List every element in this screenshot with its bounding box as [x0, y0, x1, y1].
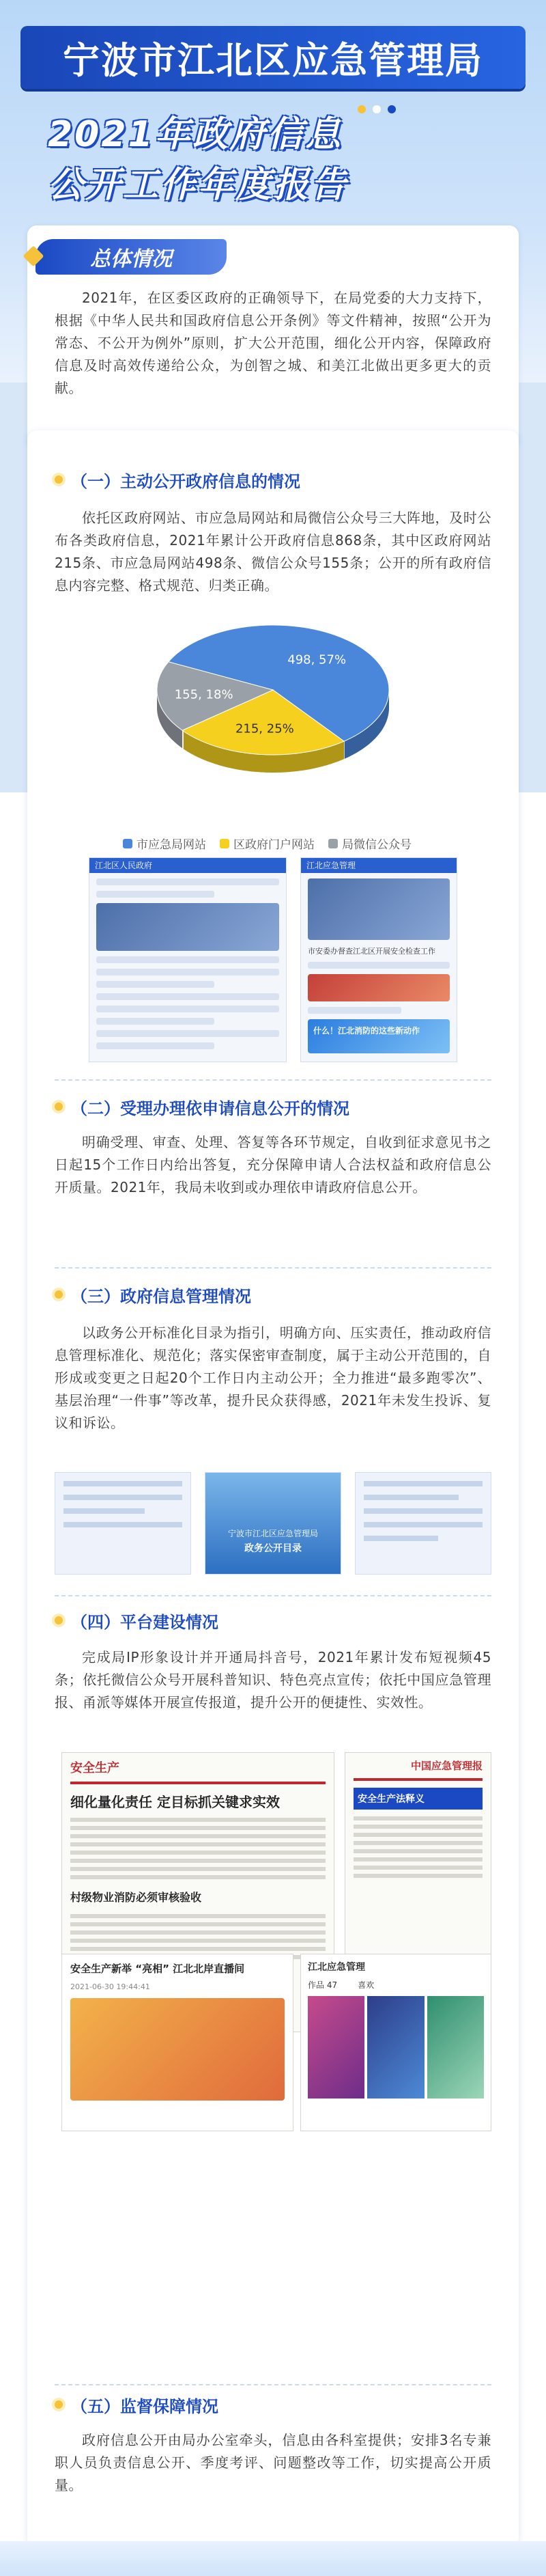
legend-item	[220, 835, 315, 852]
news-card-meta: 2021-06-30 19:44:41	[70, 1982, 150, 1991]
placeholder-line	[70, 1922, 326, 1926]
video-thumb[interactable]	[308, 1996, 364, 2099]
section-divider	[55, 1595, 491, 1596]
section-heading-2-text: （二）受理办理依申请信息公开的情况	[71, 1098, 349, 1118]
newspaper-title: 安全生产	[70, 1761, 119, 1775]
placeholder-line	[96, 1006, 279, 1012]
placeholder-line	[63, 1481, 182, 1486]
app-image	[308, 878, 450, 940]
placeholder-line	[63, 1508, 145, 1514]
subtitle-block	[48, 109, 498, 212]
placeholder-line	[70, 1834, 326, 1838]
placeholder-line	[96, 878, 279, 885]
section-heading-2	[55, 1093, 349, 1120]
pie-slice-label: 155, 18%	[174, 687, 233, 702]
page-title: 宁波市江北区应急管理局	[20, 26, 526, 89]
placeholder-line	[70, 1939, 326, 1943]
placeholder-line	[96, 1018, 214, 1025]
placeholder-line	[354, 1849, 483, 1853]
legend-label: 区政府门户网站	[233, 838, 315, 852]
placeholder-line	[70, 1851, 326, 1855]
news-card-image	[70, 1998, 285, 2101]
placeholder-line	[364, 1495, 459, 1500]
website-image	[96, 903, 279, 951]
placeholder-line	[364, 1536, 438, 1541]
legend-swatch	[220, 839, 229, 848]
placeholder-line	[308, 1007, 401, 1014]
douyin-tabs	[308, 1979, 484, 1991]
rule	[354, 1778, 483, 1781]
news-card	[61, 1954, 293, 2131]
document-cover	[205, 1472, 341, 1575]
pie-chart	[82, 615, 464, 792]
placeholder-line	[70, 1842, 326, 1846]
legend-item	[328, 835, 412, 852]
doc-cover-subtitle: 政务公开目录	[244, 1543, 302, 1554]
placeholder-line	[364, 1481, 483, 1486]
placeholder-line	[63, 1495, 182, 1500]
pie-slice-label: 498, 57%	[287, 652, 347, 667]
placeholder-line	[308, 962, 450, 969]
legend-swatch	[123, 839, 132, 848]
section-divider	[55, 2384, 491, 2385]
section-heading-4	[55, 1607, 218, 1634]
placeholder-line	[70, 1914, 326, 1918]
newspaper-headline: 细化量化责任 定目标抓关键求实效	[70, 1794, 280, 1810]
placeholder-line	[70, 1859, 326, 1863]
section-heading-3-text: （三）政府信息管理情况	[71, 1286, 251, 1306]
placeholder-line	[70, 1947, 326, 1951]
news-card-headline: 安全生产新举 “亮相” 江北北岸直播间	[70, 1963, 245, 1975]
footer-band	[0, 2541, 546, 2576]
placeholder-line	[364, 1522, 483, 1527]
placeholder-line	[63, 1522, 182, 1527]
section-heading-3	[55, 1281, 251, 1308]
placeholder-line	[354, 1857, 483, 1861]
section-5-text: 政府信息公开由局办公室牵头，信息由各科室提供；安排3名专兼职人员负责信息公开、季度考评、问题整改等工作，切实提高公开质量。	[55, 2432, 491, 2493]
document-cover	[355, 1472, 491, 1575]
newspaper-title: 中国应急管理报	[410, 1760, 483, 1772]
legend-label: 市应急局网站	[136, 838, 206, 852]
newspaper-box-title: 安全生产法释义	[354, 1788, 483, 1810]
placeholder-line	[96, 969, 279, 975]
app-caption-2: 什么！江北消防的这些新动作	[308, 1019, 450, 1053]
newspaper-clipping-2	[345, 1752, 491, 1957]
bullet-icon	[55, 475, 63, 484]
pie-slice-label: 215, 25%	[235, 721, 294, 736]
section-divider	[55, 1079, 491, 1081]
placeholder-line	[70, 1930, 326, 1935]
app-screenshot	[300, 857, 457, 1062]
bullet-icon	[55, 1616, 63, 1624]
section-4-text: 完成局IP形象设计并开通局抖音号，2021年累计发布短视频45条；依托微信公众号开展科普知识、特色亮点宣传；依托中国应急管理报、甬派等媒体开展宣传报道，提升公开的便捷性、实效性。	[55, 1649, 491, 1711]
section-2-text: 明确受理、审查、处理、答复等各环节规定，自收到征求意见书之日起15个工作日内给出答复，充分保障申请人合法权益和政府信息公开质量。2021年，我局未收到或办理依申请政府信息公开。	[55, 1134, 491, 1195]
subtitle-line-1: 2021年政府信息	[48, 114, 343, 155]
section-heading-5-text: （五）监督保障情况	[71, 2396, 218, 2416]
bullet-icon	[55, 2400, 63, 2409]
subtitle-line-2: 公开工作年度报告	[48, 165, 349, 206]
section-heading-1	[55, 466, 300, 493]
placeholder-line	[354, 1816, 483, 1820]
placeholder-line	[70, 1875, 326, 1879]
decorative-dots-icon	[355, 96, 437, 123]
legend-label: 局微信公众号	[342, 838, 412, 852]
placeholder-line	[70, 1818, 326, 1822]
section-heading-5	[55, 2391, 218, 2418]
placeholder-line	[354, 1841, 483, 1845]
douyin-tab-works[interactable]: 作品 47	[308, 1980, 338, 1990]
summary-text: 2021年，在区委区政府的正确领导下，在局党委的大力支持下，根据《中华人民共和国政府信息公开条例》等文件精神，按照“公开为常态、不公开为例外”原则，扩大公开范围，细化公开内容，保障政府信息及时高效传递给公众，为创智之城、和美江北做出更多更大的贡献。	[55, 290, 491, 396]
app-header: 江北应急管理	[301, 858, 457, 873]
bullet-icon	[55, 1103, 63, 1111]
douyin-name: 江北应急管理	[308, 1962, 365, 1973]
placeholder-line	[70, 1867, 326, 1871]
legend-item	[123, 835, 206, 852]
placeholder-line	[96, 891, 214, 898]
bullet-icon	[55, 1290, 63, 1299]
douyin-profile	[300, 1954, 491, 2131]
section-1-text: 依托区政府网站、市应急局网站和局微信公众号三大阵地，及时公布各类政府信息，2021年累计公开政府信息868条，其中区政府网站215条、市应急局网站498条、微信公众号155条；公开的所有政府信息内容完整、格式规范、归类正确。	[55, 510, 491, 594]
placeholder-line	[354, 1833, 483, 1837]
placeholder-line	[354, 1866, 483, 1870]
section-heading-1-text: （一）主动公开政府信息的情况	[71, 471, 300, 491]
website-header: 江北区人民政府	[89, 858, 286, 873]
placeholder-line	[96, 1042, 214, 1049]
section-heading-4-text: （四）平台建设情况	[71, 1612, 218, 1632]
chart-legend	[123, 835, 412, 852]
placeholder-line	[96, 993, 279, 1000]
rule	[70, 1782, 326, 1784]
app-caption-1: 市安委办督查江北区开展安全检查工作	[308, 947, 435, 956]
video-thumb[interactable]	[427, 1996, 484, 2099]
legend-swatch	[328, 839, 338, 848]
video-thumb[interactable]	[367, 1996, 424, 2099]
douyin-grid	[308, 1996, 484, 2099]
placeholder-line	[364, 1508, 483, 1514]
doc-cover-title: 宁波市江北区应急管理局	[227, 1529, 318, 1538]
placeholder-line	[70, 1826, 326, 1830]
website-screenshot	[89, 857, 287, 1062]
newspaper-headline-2: 村级物业消防必须审核验收	[70, 1891, 202, 1904]
section-3-text: 以政务公开标准化目录为指引，明确方向、压实责任，推动政府信息管理标准化、规范化；落实保密审查制度，属于主动公开范围的，自形成或变更之日起20个工作日内主动公开；全力推进“最多跑零次”、基层治理“一件事”等改革，提升民众获得感，2021年未发生投诉、复议和诉讼。	[55, 1325, 491, 1431]
douyin-tab-likes[interactable]: 喜欢	[358, 1980, 375, 1990]
placeholder-line	[96, 1030, 279, 1037]
document-cover	[55, 1472, 191, 1575]
section-divider	[55, 1267, 491, 1269]
placeholder-line	[96, 981, 214, 988]
placeholder-line	[354, 1825, 483, 1829]
app-image	[308, 974, 450, 1001]
placeholder-line	[96, 956, 279, 963]
placeholder-line	[354, 1874, 483, 1878]
summary-tag: 总体情况	[35, 239, 227, 275]
